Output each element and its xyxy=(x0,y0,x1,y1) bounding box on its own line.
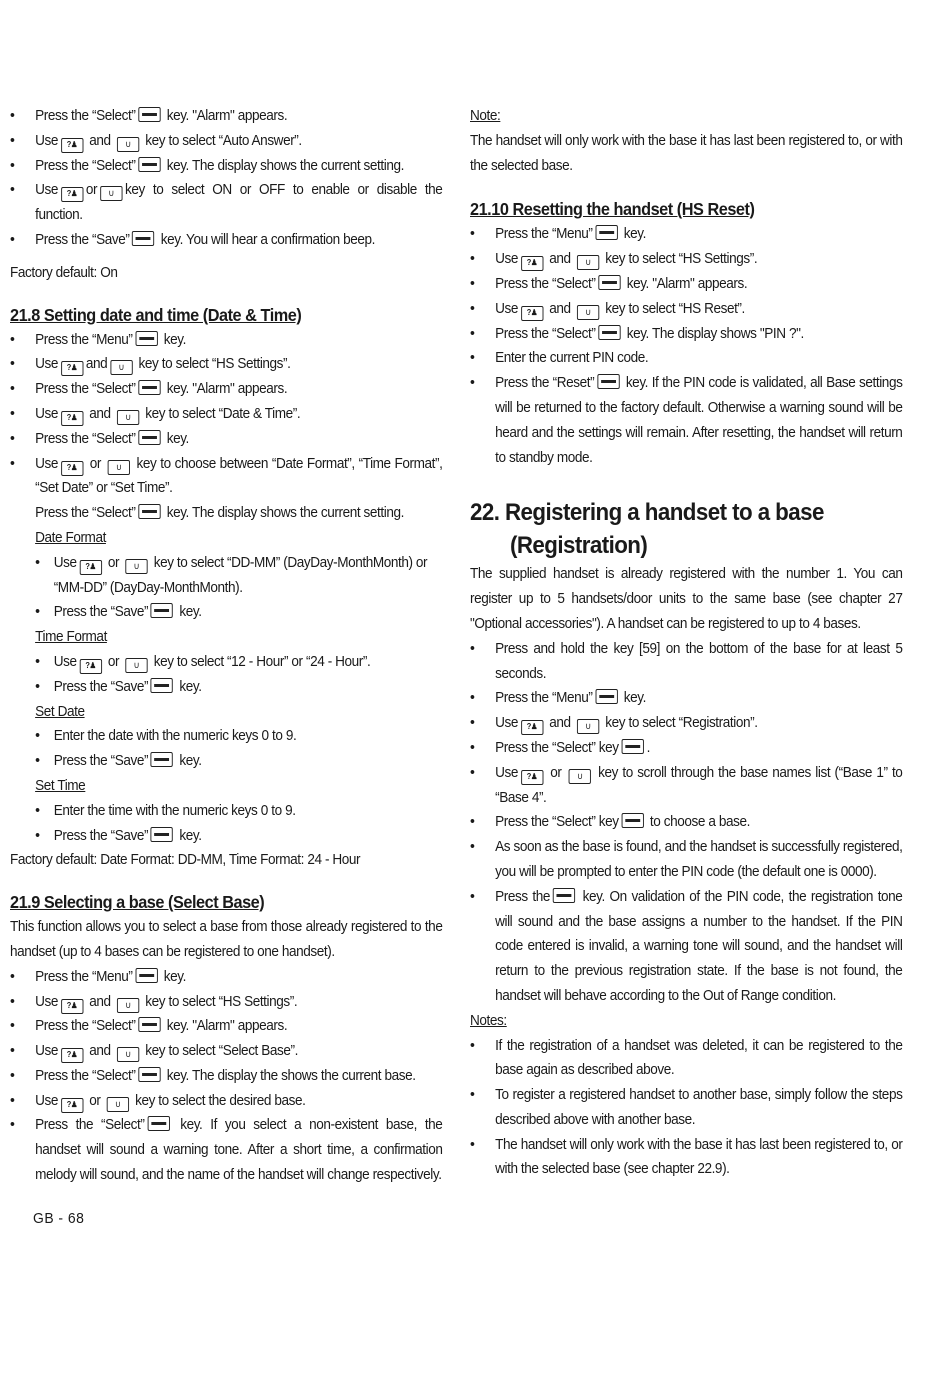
right-column xyxy=(470,104,902,1182)
right-content xyxy=(470,104,902,1182)
chapter-heading-22: 22. Registering a handset to a base (Registration) xyxy=(470,499,824,560)
paragraph: Press the “Select” key. The display shows the current setting. xyxy=(35,505,404,522)
subheading-time-format: Time Format xyxy=(35,629,107,646)
phonebook-key-icon: ?♟ xyxy=(521,720,543,735)
phonebook-key-icon: ?♟ xyxy=(61,1048,83,1063)
list-item: • Press the “Select” key. The display shows the current setting. xyxy=(10,154,442,179)
phonebook-key-icon: ?♟ xyxy=(61,1098,83,1113)
book-key-icon: ∪ xyxy=(577,719,599,734)
select-key-icon xyxy=(597,374,619,389)
list-item: • Press the “Menu” key. xyxy=(10,328,442,353)
sub-list xyxy=(10,724,442,774)
list-item: • Use ?♟ and ∪ key to select “HS Reset”. xyxy=(470,297,902,322)
note-text: The handset will only work with the base it has last been registered to, or with the selected base. xyxy=(470,132,903,174)
select-key-icon xyxy=(151,827,173,842)
select-key-icon xyxy=(138,107,160,122)
select-key-icon xyxy=(595,225,617,240)
list-item: • Use ?♟ or ∪ key to choose between “Date Format”, “Time Format”, “Set Date” or “Set Time”. xyxy=(10,452,442,502)
select-key-icon xyxy=(138,380,160,395)
phonebook-key-icon: ?♟ xyxy=(79,659,101,674)
book-key-icon: ∪ xyxy=(117,137,139,152)
list-item: • Enter the time with the numeric keys 0 to 9. xyxy=(35,799,442,824)
phonebook-key-icon: ?♟ xyxy=(61,361,83,376)
sub-list xyxy=(10,799,442,849)
phonebook-key-icon: ?♟ xyxy=(61,999,83,1014)
list-item: • Press the “Save” key. xyxy=(35,600,442,625)
sub-list xyxy=(10,650,442,700)
select-key-icon xyxy=(147,1116,169,1131)
phonebook-key-icon: ?♟ xyxy=(61,138,83,153)
list-item: • Press the “Select” key. "Alarm" appears. xyxy=(470,272,902,297)
left-content xyxy=(10,104,442,1188)
select-key-icon xyxy=(138,157,160,172)
list-item: • Press the “Select” key. "Alarm" appears. xyxy=(10,1014,442,1039)
sub-list xyxy=(10,551,442,625)
page-number: GB - 68 xyxy=(33,1210,85,1227)
paragraph: This function allows you to select a base from those already registered to the handset (up to 4 bases can be registered to one handset). xyxy=(10,919,443,960)
list-item: • Use ?♟ and ∪ key to select “HS Settings”. xyxy=(470,247,902,272)
phonebook-key-icon: ?♟ xyxy=(521,256,543,271)
select-key-icon xyxy=(138,504,160,519)
select-key-icon xyxy=(621,739,643,754)
list-item: • Press the “Select” key. The display shows "PIN ?". xyxy=(470,322,902,347)
note-label: Note: xyxy=(470,108,501,124)
list-item: • Use ?♟ or ∪ key to select the desired base. xyxy=(10,1089,442,1114)
phonebook-key-icon: ?♟ xyxy=(61,461,83,476)
list-item: • Press the “Menu” key. xyxy=(470,222,902,247)
list-item: • Use ?♟ or ∪ key to select “12 - Hour” or “24 - Hour”. xyxy=(35,650,442,675)
list-item: • Press the “Select” key. If you select a non-existent base, the handset will sound a warning tone. After a short time, a confirmation melody will sound, and the name of the handset will change respectively. xyxy=(10,1113,442,1187)
list-item: • Press the “Select” key. "Alarm" appears. xyxy=(10,104,442,129)
select-key-icon xyxy=(138,1067,160,1082)
left-column xyxy=(10,104,442,1188)
list-item: • The handset will only work with the base it has last been registered to, or with the selected base (see chapter 22.9). xyxy=(470,1133,902,1183)
section-heading-21-9: 21.9 Selecting a base (Select Base) xyxy=(10,892,265,913)
list-item: • Press the “Save” key. xyxy=(35,824,442,849)
select-key-icon xyxy=(621,813,643,828)
list-item: • If the registration of a handset was deleted, it can be registered to the base again as described above. xyxy=(470,1034,902,1084)
list-item: • Use ?♟ and ∪ key to select “HS Settings”. xyxy=(10,352,442,377)
list-item: • Use ?♟ and ∪ key to select “Auto Answer”. xyxy=(10,129,442,154)
list-item: • Press the “Menu” key. xyxy=(10,965,442,990)
phonebook-key-icon: ?♟ xyxy=(521,306,543,321)
subheading-set-date: Set Date xyxy=(35,703,85,720)
select-key-icon xyxy=(553,888,575,903)
select-key-icon xyxy=(151,678,173,693)
book-key-icon: ∪ xyxy=(117,410,139,425)
book-key-icon: ∪ xyxy=(117,998,139,1013)
select-key-icon xyxy=(151,603,173,618)
list-item: • Use ?♟ or ∪ key to select “DD-MM” (DayDay-MonthMonth) or “MM-DD” (DayDay-MonthMonth). xyxy=(35,551,442,601)
list-item: • Press the “Save” key. You will hear a confirmation beep. xyxy=(10,228,442,253)
list-item: • Use ?♟ and ∪ key to select “Registration”. xyxy=(470,711,902,736)
list-item: • Use ?♟ and ∪ key to select “Select Base”. xyxy=(10,1039,442,1064)
book-key-icon: ∪ xyxy=(577,305,599,320)
list-item: • Press the “Menu” key. xyxy=(470,686,902,711)
list-item: • Press the “Select” key . xyxy=(470,736,902,761)
list-item: • Use ?♟ or ∪ key to select ON or OFF to enable or disable the function. xyxy=(10,178,442,228)
section-heading-21-10: 21.10 Resetting the handset (HS Reset) xyxy=(470,199,755,220)
factory-default-note: Factory default: Date Format: DD-MM, Time Format: 24 - Hour xyxy=(10,852,361,869)
phonebook-key-icon: ?♟ xyxy=(521,770,543,785)
phonebook-key-icon: ?♟ xyxy=(61,187,83,202)
list-item: • Press and hold the key [59] on the bottom of the base for at least 5 seconds. xyxy=(470,637,902,687)
list-item: • Enter the current PIN code. xyxy=(470,346,902,371)
list-item: • Enter the date with the numeric keys 0 to 9. xyxy=(35,724,442,749)
select-key-icon xyxy=(138,1017,160,1032)
select-key-icon xyxy=(132,231,154,246)
list-item: • Press the “Reset” key. If the PIN code is validated, all Base settings will be returned to the factory default. Otherwise a warning sound will be heard and the settings will remain. After resetting, the handset will return to standby mode. xyxy=(470,371,902,470)
select-key-icon xyxy=(138,430,160,445)
book-key-icon: ∪ xyxy=(107,1097,129,1112)
list-item: • Press the key. On validation of the PIN code, the registration tone will sound and the base assigns a number to the handset. If the PIN code entered is invalid, a warning tone will sound, and the handset will return to the previous registration state. If the base is not found, the handset will behave according to the Out of Range condition. xyxy=(470,885,902,1009)
book-key-icon: ∪ xyxy=(108,460,130,475)
phonebook-key-icon: ?♟ xyxy=(61,411,83,426)
list-item: • Press the “Save” key. xyxy=(35,749,442,774)
paragraph: The supplied handset is already registered with the number 1. You can register up to 5 handsets/door units to the same base (see chapter 27 "Optional accessories"). A handset can be registered to up to 4 bases. xyxy=(470,566,903,632)
book-key-icon: ∪ xyxy=(100,186,122,201)
book-key-icon: ∪ xyxy=(125,658,147,673)
select-key-icon xyxy=(595,689,617,704)
select-key-icon xyxy=(151,752,173,767)
book-key-icon: ∪ xyxy=(569,769,591,784)
list-item: • Use ?♟ or ∪ key to scroll through the base names list (“Base 1” to “Base 4”. xyxy=(470,761,902,811)
list-item: • Press the “Save” key. xyxy=(35,675,442,700)
list-item: • Press the “Select” key. xyxy=(10,427,442,452)
factory-default-note: Factory default: On xyxy=(10,264,118,281)
list-item: • As soon as the base is found, and the handset is successfully registered, you will be prompted to enter the PIN code (the default one is 0000). xyxy=(470,835,902,885)
list-item: • Use ?♟ and ∪ key to select “Date & Time”. xyxy=(10,402,442,427)
book-key-icon: ∪ xyxy=(577,255,599,270)
list-item: • Use ?♟ and ∪ key to select “HS Settings”. xyxy=(10,990,442,1015)
notes-label: Notes: xyxy=(470,1012,507,1029)
list-item: • To register a registered handset to another base, simply follow the steps described above with another base. xyxy=(470,1083,902,1133)
book-key-icon: ∪ xyxy=(117,1047,139,1062)
phonebook-key-icon: ?♟ xyxy=(79,560,101,575)
subheading-set-time: Set Time xyxy=(35,777,86,794)
section-heading-21-8: 21.8 Setting date and time (Date & Time) xyxy=(10,304,302,325)
select-key-icon xyxy=(135,968,157,983)
subheading-date-format: Date Format xyxy=(35,529,106,546)
book-key-icon: ∪ xyxy=(110,360,132,375)
select-key-icon xyxy=(598,325,620,340)
list-item: • Press the “Select” key to choose a base. xyxy=(470,810,902,835)
list-item: • Press the “Select” key. The display the shows the current base. xyxy=(10,1064,442,1089)
list-item: • Press the “Select” key. "Alarm" appears. xyxy=(10,377,442,402)
select-key-icon xyxy=(135,331,157,346)
select-key-icon xyxy=(598,275,620,290)
book-key-icon: ∪ xyxy=(125,559,147,574)
